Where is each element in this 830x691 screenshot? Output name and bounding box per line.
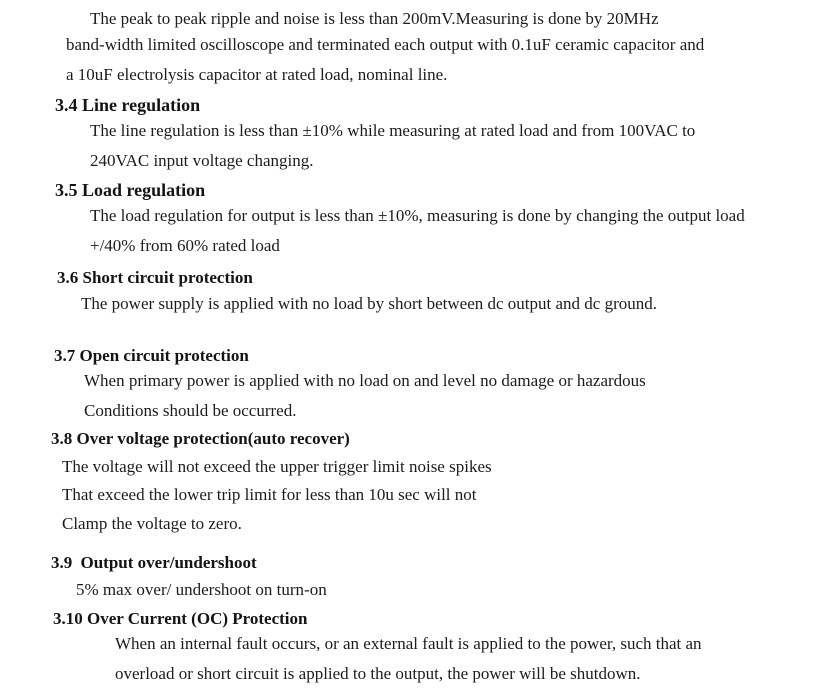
section-number: 3.6 xyxy=(57,268,79,287)
section-3-9-line-1: 5% max over/ undershoot on turn-on xyxy=(76,580,327,599)
section-heading-3-10 xyxy=(53,609,307,629)
section-number: 3.8 xyxy=(51,429,73,448)
section-3-8-line-3: Clamp the voltage to zero. xyxy=(62,514,242,533)
section-3-4-line-2: 240VAC input voltage changing. xyxy=(90,151,314,170)
section-3-6-line-1: The power supply is applied with no load by short between dc output and dc ground. xyxy=(81,294,657,313)
section-title: Over Current (OC) Protection xyxy=(87,609,308,628)
section-number: 3.9 xyxy=(51,553,73,572)
intro-line-1: The peak to peak ripple and noise is less than 200mV.Measuring is done by 20MHz xyxy=(90,9,659,28)
section-3-8-line-2: That exceed the lower trip limit for less than 10u sec will not xyxy=(62,485,477,504)
intro-line-2: band-width limited oscilloscope and terminated each output with 0.1uF ceramic capacitor and xyxy=(66,35,705,54)
section-heading-3-5 xyxy=(55,180,205,200)
section-3-4-line-1: The line regulation is less than ±10% while measuring at rated load and from 100VAC to xyxy=(90,121,696,140)
section-3-8-line-1: The voltage will not exceed the upper trigger limit noise spikes xyxy=(62,457,492,476)
section-title: Line regulation xyxy=(82,95,201,115)
section-heading-3-6 xyxy=(57,268,253,288)
section-number: 3.4 xyxy=(55,95,78,115)
section-heading-3-4 xyxy=(55,95,200,115)
section-3-5-line-2: +/40% from 60% rated load xyxy=(90,236,280,255)
section-3-10-line-2: overload or short circuit is applied to the output, the power will be shutdown. xyxy=(115,664,641,683)
intro-line-3: a 10uF electrolysis capacitor at rated load, nominal line. xyxy=(66,65,448,84)
section-3-10-line-1: When an internal fault occurs, or an external fault is applied to the power, such that an xyxy=(115,634,702,653)
section-title: Short circuit protection xyxy=(82,268,253,287)
section-heading-3-7 xyxy=(54,346,249,366)
section-title: Open circuit protection xyxy=(79,346,249,365)
section-number: 3.5 xyxy=(55,180,78,200)
section-heading-3-9 xyxy=(51,553,257,573)
section-3-7-line-1: When primary power is applied with no load on and level no damage or hazardous xyxy=(84,371,646,390)
section-3-7-line-2: Conditions should be occurred. xyxy=(84,401,297,420)
section-title: Load regulation xyxy=(82,180,206,200)
section-title: Output over/undershoot xyxy=(80,553,257,572)
section-heading-3-8 xyxy=(51,429,350,449)
section-number: 3.7 xyxy=(54,346,76,365)
section-3-5-line-1: The load regulation for output is less than ±10%, measuring is done by changing the output load xyxy=(90,206,745,225)
section-number: 3.10 xyxy=(53,609,83,628)
section-title: Over voltage protection(auto recover) xyxy=(76,429,350,448)
